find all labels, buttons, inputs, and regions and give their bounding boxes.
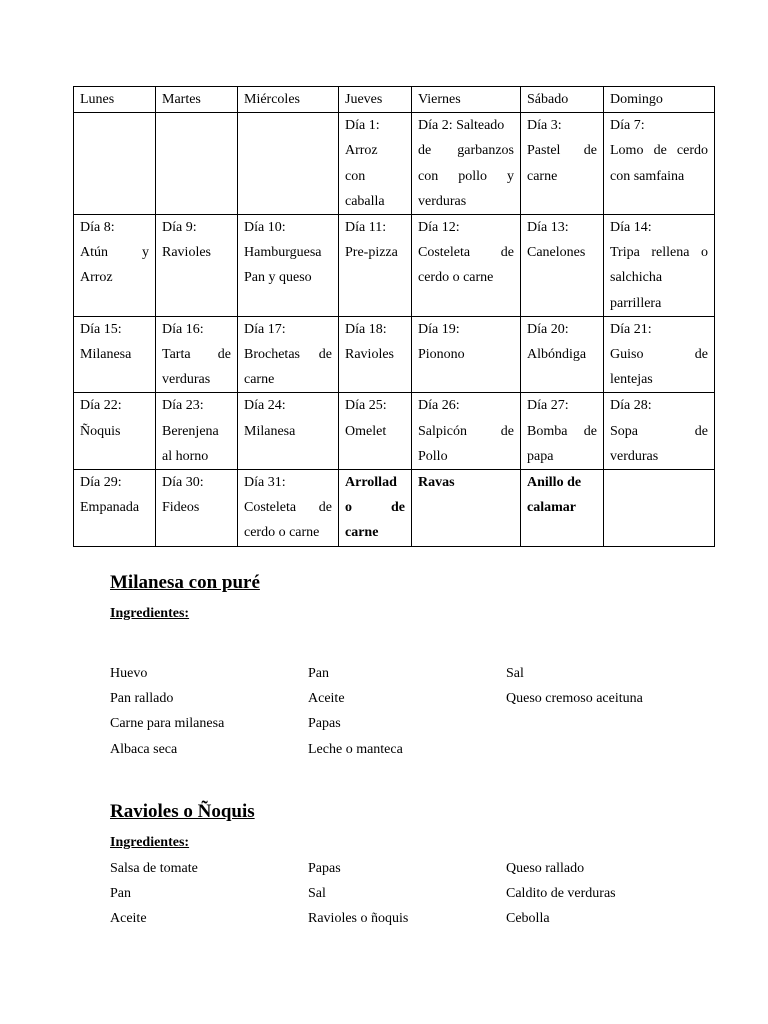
ingredient-item: Aceite: [308, 691, 345, 707]
cell-line: Ravioles: [345, 347, 394, 363]
cell-line: Arrollad: [345, 475, 397, 491]
day-cell: [238, 113, 339, 215]
cell-line: Anillo de: [527, 475, 582, 491]
cell-line: Milanesa: [244, 423, 296, 439]
cell-line: Empanada: [80, 500, 140, 516]
cell-line: con: [345, 168, 366, 184]
ingredient-item: Pan rallado: [110, 691, 174, 707]
cell-line: Tripa rellena o: [610, 245, 708, 261]
day-cell: [604, 316, 715, 393]
day-cell: [339, 393, 412, 470]
cell-line: Milanesa: [80, 347, 132, 363]
cell-line: Día 8:: [80, 220, 115, 236]
table-header-row: [74, 87, 715, 113]
ingredient-item: Leche o manteca: [308, 741, 403, 757]
cell-line: de garbanzos: [418, 143, 514, 159]
cell-line: Día 11:: [345, 220, 387, 236]
cell-line: Día 10:: [244, 220, 286, 236]
ingredient-column: [308, 856, 408, 932]
cell-line: Día 1:: [345, 118, 380, 134]
ingredient-item: Queso cremoso aceituna: [506, 691, 643, 707]
day-cell: [604, 113, 715, 215]
ingredient-item: Papas: [308, 716, 341, 732]
cell-line: Día 26:: [418, 398, 460, 414]
table-row: [74, 215, 715, 317]
cell-line: Arroz: [80, 270, 113, 286]
cell-line: con samfaina: [610, 168, 685, 184]
ingredients-label-milanesa: Ingredientes:: [110, 606, 190, 621]
day-cell: [156, 470, 238, 547]
day-cell: [156, 393, 238, 470]
cell-line: Ñoquis: [80, 423, 121, 439]
cell-line: Día 22:: [80, 398, 122, 414]
ingredient-item: Pan: [308, 666, 329, 681]
cell-line: calamar: [527, 500, 576, 516]
cell-line: Hamburguesa: [244, 245, 322, 261]
header-miercoles: Miércoles: [238, 87, 339, 113]
day-cell: [521, 393, 604, 470]
day-cell: [412, 470, 521, 547]
day-cell: [156, 316, 238, 393]
ingredient-item: Albaca seca: [110, 741, 178, 757]
day-cell: [604, 393, 715, 470]
cell-line: Día 7:: [610, 118, 645, 134]
cell-line: Omelet: [345, 423, 387, 439]
cell-line: o de: [345, 500, 405, 516]
cell-line: papa: [527, 448, 554, 464]
cell-line: Pan y queso: [244, 270, 312, 286]
header-lunes: Lunes: [74, 87, 156, 113]
cell-line: Fideos: [162, 500, 200, 516]
cell-line: Pre-pizza: [345, 245, 398, 261]
recipe-title-milanesa: Milanesa con puré: [110, 572, 260, 593]
cell-line: carne: [345, 525, 379, 541]
cell-line: Día 17:: [244, 321, 286, 337]
cell-line: Tarta de: [162, 347, 231, 363]
cell-line: Pionono: [418, 347, 465, 363]
cell-line: caballa: [345, 193, 385, 209]
cell-line: Día 24:: [244, 398, 286, 414]
day-cell: [238, 215, 339, 317]
ingredient-item: Papas: [308, 861, 341, 876]
cell-line: Día 20:: [527, 321, 569, 337]
day-cell: [74, 470, 156, 547]
cell-line: Berenjena: [162, 423, 219, 439]
ingredient-item: Carne para milanesa: [110, 716, 225, 732]
cell-line: Día 25:: [345, 398, 387, 414]
cell-line: lentejas: [610, 372, 653, 388]
ingredient-item: Sal: [308, 886, 326, 902]
cell-line: Día 3:: [527, 118, 562, 134]
cell-line: Día 19:: [418, 321, 460, 337]
ingredient-item: Pan: [110, 886, 131, 902]
cell-line: Guiso de: [610, 347, 708, 363]
weekly-menu-table: [73, 86, 715, 547]
cell-line: Día 15:: [80, 321, 122, 337]
cell-line: verduras: [610, 448, 659, 464]
cell-line: Día 14:: [610, 220, 652, 236]
cell-line: al horno: [162, 448, 209, 464]
day-cell: [521, 113, 604, 215]
cell-line: cerdo o carne: [418, 270, 494, 286]
cell-line: Día 31:: [244, 475, 286, 491]
table-row: [74, 470, 715, 547]
day-cell: [74, 316, 156, 393]
cell-line: Día 28:: [610, 398, 652, 414]
cell-line: Día 12:: [418, 220, 460, 236]
cell-line: Ravas: [418, 475, 455, 491]
day-cell: [156, 215, 238, 317]
day-cell: [156, 113, 238, 215]
cell-line: carne: [244, 372, 275, 388]
day-cell: [412, 113, 521, 215]
ingredient-item: Huevo: [110, 666, 148, 681]
table-row: [74, 316, 715, 393]
header-martes: Martes: [156, 87, 238, 113]
recipe-title-ravioles: Ravioles o Ñoquis: [110, 801, 255, 822]
header-viernes: Viernes: [412, 87, 521, 113]
table-body: [74, 113, 715, 546]
day-cell: [521, 215, 604, 317]
table-row: [74, 393, 715, 470]
cell-line: Costeleta de: [244, 500, 332, 516]
cell-line: Bomba de: [527, 423, 597, 439]
cell-line: verduras: [162, 372, 211, 388]
cell-line: Pollo: [418, 448, 448, 464]
cell-line: Albóndiga: [527, 347, 587, 363]
ingredient-column: [110, 856, 198, 932]
day-cell: [238, 393, 339, 470]
ingredient-column: [506, 661, 643, 711]
cell-line: Día 30:: [162, 475, 204, 491]
cell-line: Sopa de: [610, 423, 708, 439]
cell-line: Salpicón de: [418, 423, 514, 439]
day-cell: [74, 393, 156, 470]
header-jueves: Jueves: [339, 87, 412, 113]
cell-line: Día 16:: [162, 321, 204, 337]
ingredient-item: Cebolla: [506, 911, 550, 927]
day-cell: [412, 215, 521, 317]
day-cell: [604, 215, 715, 317]
cell-line: Día 23:: [162, 398, 204, 414]
cell-line: cerdo o carne: [244, 525, 320, 541]
cell-line: Día 9:: [162, 220, 197, 236]
cell-line: Día 27:: [527, 398, 569, 414]
day-cell: [412, 316, 521, 393]
header-domingo: Domingo: [604, 87, 715, 113]
cell-line: Costeleta de: [418, 245, 514, 261]
cell-line: Día 2: Salteado: [418, 118, 505, 134]
ingredient-item: Sal: [506, 666, 524, 681]
ingredient-item: Caldito de verduras: [506, 886, 616, 902]
ingredient-item: Aceite: [110, 911, 147, 927]
cell-line: Ravioles: [162, 245, 211, 261]
day-cell: [74, 215, 156, 317]
ingredient-item: Salsa de tomate: [110, 861, 198, 876]
day-cell: [238, 470, 339, 547]
cell-line: Pastel de: [527, 143, 597, 159]
day-cell: [339, 316, 412, 393]
day-cell: [339, 215, 412, 317]
cell-line: Arroz: [345, 143, 378, 159]
cell-line: Atún y: [80, 245, 149, 261]
day-cell: [74, 113, 156, 215]
ingredient-column: [308, 661, 403, 762]
header-sabado: Sábado: [521, 87, 604, 113]
day-cell: [604, 470, 715, 547]
cell-line: Día 18:: [345, 321, 387, 337]
ingredient-item: Ravioles o ñoquis: [308, 911, 409, 927]
cell-line: Día 13:: [527, 220, 569, 236]
day-cell: [238, 316, 339, 393]
day-cell: [339, 113, 412, 215]
day-cell: [521, 470, 604, 547]
cell-line: Lomo de cerdo: [610, 143, 708, 159]
cell-line: carne: [527, 168, 558, 184]
ingredient-item: Queso rallado: [506, 861, 585, 876]
day-cell: [339, 470, 412, 547]
cell-line: Canelones: [527, 245, 586, 261]
ingredients-label-ravioles: Ingredientes:: [110, 835, 190, 850]
ingredient-column: [506, 856, 616, 932]
cell-line: verduras: [418, 193, 467, 209]
cell-line: Brochetas de: [244, 347, 332, 363]
cell-line: Día 21:: [610, 321, 652, 337]
cell-line: salchicha: [610, 270, 663, 286]
cell-line: parrillera: [610, 295, 662, 311]
day-cell: [412, 393, 521, 470]
table-row: [74, 113, 715, 215]
cell-line: con pollo y: [418, 168, 514, 184]
cell-line: Día 29:: [80, 475, 122, 491]
ingredient-column: [110, 661, 224, 762]
day-cell: [521, 316, 604, 393]
